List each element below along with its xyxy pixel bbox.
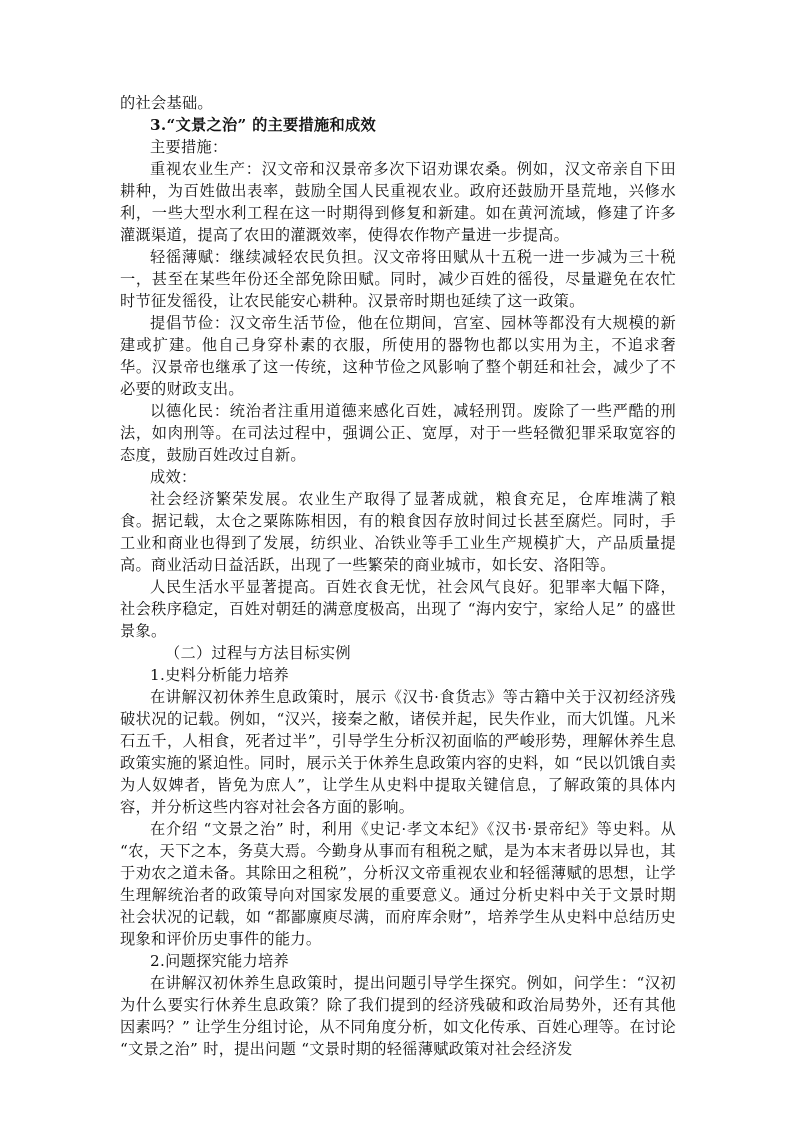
paragraph-light-taxes: 轻徭薄赋：继续减轻农民负担。汉文帝将田赋从十五税一进一步减为三十税一，甚至在某些年份还全部免除田赋。同时，减少百姓的徭役，尽量避免在农忙时节征发徭役，让农民能安心耕种。汉景帝时期也延续了这一政策。	[120, 248, 676, 310]
label-results: 成效：	[150, 468, 197, 486]
paragraph-living-standard: 人民生活水平显著提高。百姓衣食无忧，社会风气良好。犯罪率大幅下降，社会秩序稳定，百姓对朝廷的满意度极高，出现了 “海内安宁，家给人足” 的盛世景象。	[120, 578, 676, 640]
paragraph-continuation: 的社会基础。	[120, 94, 213, 112]
subheading-inquiry-ability: 2.问题探究能力培养	[150, 952, 289, 970]
document-page	[120, 92, 676, 1060]
paragraph-inquiry-example: 在讲解汉初休养生息政策时，提出问题引导学生探究。例如，问学生：“汉初为什么要实行休养生息政策？除了我们提到的经济残破和政治局势外，还有其他因素吗？” 让学生分组讨论，从不同角度分析，如文化传承、百姓心理等。在讨论 “文景之治” 时，提出问题 “文景时期的轻徭薄赋政策对社会经济发	[120, 974, 676, 1058]
paragraph-source-example-2: 在介绍 “文景之治” 时，利用《史记·孝文本纪》《汉书·景帝纪》等史料。从 “农，天下之本，务莫大焉。今勤身从事而有租税之赋，是为本末者毋以异也，其于劝农之道未备。其除田之租税”，分析汉文帝重视农业和轻徭薄赋的思想，让学生理解统治者的政策导向对国家发展的重要意义。通过分析史料中关于文景时期社会状况的记载，如 “都鄙廪庾尽满，而府库余财”，培养学生从史料中总结历史现象和评价历史事件的能力。	[120, 820, 676, 948]
paragraph-frugality: 提倡节俭：汉文帝生活节俭，他在位期间，宫室、园林等都没有大规模的新建或扩建。他自己身穿朴素的衣服，所使用的器物也都以实用为主，不追求奢华。汉景帝也继承了这一传统，这种节俭之风影响了整个朝廷和社会，减少了不必要的财政支出。	[120, 314, 676, 398]
subheading-source-analysis: 1.史料分析能力培养	[150, 666, 289, 684]
heading-wenjing-measures: 3.“文景之治” 的主要措施和成效	[150, 116, 376, 134]
paragraph-economy: 社会经济繁荣发展。农业生产取得了显著成就，粮食充足，仓库堆满了粮食。据记载，太仓之粟陈陈相因，有的粮食因存放时间过长甚至腐烂。同时，手工业和商业也得到了发展，纺织业、冶铁业等手工业生产规模扩大，产品质量提高。商业活动日益活跃，出现了一些繁荣的商业城市，如长安、洛阳等。	[120, 490, 676, 574]
paragraph-virtue-rule: 以德化民：统治者注重用道德来感化百姓，减轻刑罚。废除了一些严酷的刑法，如肉刑等。在司法过程中，强调公正、宽厚，对于一些轻微犯罪采取宽容的态度，鼓励百姓改过自新。	[120, 402, 676, 464]
label-main-measures: 主要措施：	[150, 138, 228, 156]
paragraph-agriculture: 重视农业生产：汉文帝和汉景帝多次下诏劝课农桑。例如，汉文帝亲自下田耕种，为百姓做出表率，鼓励全国人民重视农业。政府还鼓励开垦荒地，兴修水利，一些大型水利工程在这一时期得到修复和新建。如在黄河流域，修建了许多灌溉渠道，提高了农田的灌溉效率，使得农作物产量进一步提高。	[120, 160, 676, 244]
section-heading-process-method: （二）过程与方法目标实例	[165, 644, 351, 662]
paragraph-source-example-1: 在讲解汉初休养生息政策时，展示《汉书·食货志》等古籍中关于汉初经济残破状况的记载。例如，“汉兴，接秦之敝，诸侯并起，民失作业，而大饥馑。凡米石五千，人相食，死者过半”，引导学生分析汉初面临的严峻形势，理解休养生息政策实施的紧迫性。同时，展示关于休养生息政策内容的史料，如 “民以饥饿自卖为人奴婢者，皆免为庶人”，让学生从史料中提取关键信息，了解政策的具体内容，并分析这些内容对社会各方面的影响。	[120, 688, 676, 816]
